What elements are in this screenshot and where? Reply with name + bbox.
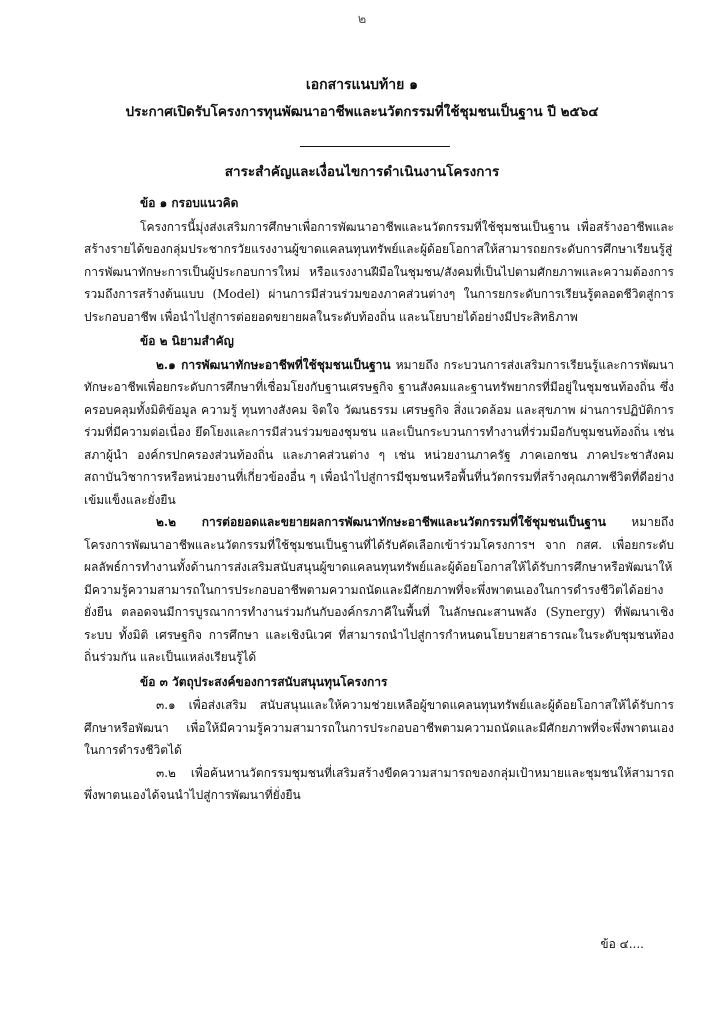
continuation-note: ข้อ ๔.... — [600, 937, 644, 951]
section-heading: สาระสำคัญและเงื่อนไขการดำเนินงานโครงการ — [224, 164, 500, 180]
document-subtitle: ประกาศเปิดรับโครงการทุนพัฒนาอาชีพและนวัตกรรมที่ใช้ชุมชนเป็นฐาน ปี ๒๕๖๔ — [125, 104, 599, 120]
clause-1-text: โครงการนี้มุ่งส่งเสริมการศึกษาเพื่อการพัฒนาอาชีพและนวัตกรรมที่ใช้ชุมชนเป็นฐาน เพื่อสร้างอาชีพและสร้างรายได้ของกลุ่มประชากรวัยแรงงานผู้ขาดแคลนทุนทรัพย์และผู้ด้อยโอกาสให้สามารถยกระดับการศึกษาเรียนรู้สู่การพัฒนาทักษะการเป็นผู้ประกอบการใหม่ หรือแรงงานฝีมือในชุมชน/สังคมที่เป็นไปตามศักยภาพและความต้องการ รวมถึงการสร้างต้นแบบ (Model) ผ่านการมีส่วนร่วมของภาคส่วนต่างๆ ในการยกระดับการเรียนรู้ตลอดชีวิตสู่การประกอบอาชีพ เพื่อนำไปสู่การต่อยอดขยายผลในระดับท้องถิ่น และนโยบายได้อย่างมีประสิทธิภาพ — [84, 219, 674, 324]
title-divider — [300, 146, 450, 147]
clause-2-title: ข้อ ๒ นิยามสำคัญ — [140, 334, 234, 348]
clause-3-title: ข้อ ๓ วัตถุประสงค์ของการสนับสนุนทุนโครงการ — [140, 674, 388, 689]
document-title: เอกสารแนบท้าย ๑ — [305, 77, 419, 93]
clause-3-item-2: ๓.๒ เพื่อค้นหานวัตกรรมชุมชนที่เสริมสร้างขีดความสามารถของกลุ่มเป้าหมายและชุมชนให้สามารถพึ่งพาตนเองได้จนนำไปสู่การพัฒนาที่ยั่งยืน — [84, 765, 674, 802]
document-body — [84, 190, 674, 807]
clause-2-item-1-lead: ๒.๑ การพัฒนาทักษะอาชีพที่ใช้ชุมชนเป็นฐาน — [156, 357, 391, 372]
clause-1-title: ข้อ ๑ กรอบแนวคิด — [140, 196, 239, 210]
clause-2-item-2-lead: ๒.๒ การต่อยอดและขยายผลการพัฒนาทักษะอาชีพและนวัตกรรมที่ใช้ชุมชนเป็นฐาน — [156, 515, 606, 529]
clause-3-item-1: ๓.๑ เพื่อส่งเสริม สนับสนุนและให้ความช่วยเหลือผู้ขาดแคลนทุนทรัพย์และผู้ด้อยโอกาสให้ได้รับการศึกษาหรือพัฒนา เพื่อให้มีความรู้ความสามารถในการประกอบอาชีพตามความถนัดและมีศักยภาพที่จะพึ่งพาตนเองในการดำรงชีวิตได้ — [84, 698, 674, 757]
clause-2-item-1 — [84, 354, 674, 512]
page-number: ๒ — [357, 12, 367, 27]
clause-2-item-2 — [84, 511, 674, 669]
clause-2-item-2-text: หมายถึง โครงการพัฒนาอาชีพและนวัตกรรมที่ใช้ชุมชนเป็นฐานที่ได้รับคัดเลือกเข้าร่วมโครงการฯ จาก กสศ. เพื่อยกระดับผลลัพธ์การทำงานทั้งด้านการส่งเสริมสนับสนุนผู้ขาดแคลนทุนทรัพย์และผู้ด้อยโอกาสให้ได้รับการศึกษาหรือพัฒนาให้มีความรู้ความสามารถในการประกอบอาชีพตามความถนัดและมีศักยภาพที่จะพึ่งพาตนเองในการดำรงชีวิตได้อย่างยั่งยืน ตลอดจนมีการบูรณาการทำงานร่วมกันกับองค์กรภาคีในพื้นที่ ในลักษณะสานพลัง (Synergy) ที่พัฒนาเชิงระบบ ทั้งมิติ เศรษฐกิจ การศึกษา และเชิงนิเวศ ที่สามารถนำไปสู่การกำหนดนโยบายสาธารณะในระดับชุมชนท้องถิ่นร่วมกัน และเป็นแหล่งเรียนรู้ได้ — [84, 515, 675, 664]
clause-2-item-1-text: หมายถึง กระบวนการส่งเสริมการเรียนรู้และการพัฒนาทักษะอาชีพเพื่อยกระดับการศึกษาที่เชื่อมโยงกับฐานเศรษฐกิจ ฐานสังคมและฐานทรัพยากรที่มีอยู่ในชุมชนท้องถิ่น ซึ่งครอบคลุมทั้งมิติข้อมูล ความรู้ ทุนทางสังคม จิตใจ วัฒนธรรม เศรษฐกิจ สิ่งแวดล้อม และสุขภาพ ผ่านการปฏิบัติการร่วมที่มีความต่อเนื่อง ยึดโยงและการมีส่วนร่วมของชุมชน และเป็นกระบวนการทำงานที่ร่วมมือกับชุมชนท้องถิ่น เช่น สภาผู้นำ องค์กรปกครองส่วนท้องถิ่น และภาคส่วนต่าง ๆ เช่น หน่วยงานภาครัฐ ภาคเอกชน ภาคประชาสังคม สถาบันวิชาการหรือหน่วยงานที่เกี่ยวข้องอื่น ๆ เพื่อนำไปสู่การมีชุมชนหรือพื้นที่นวัตกรรมที่สร้างคุณภาพชีวิตที่ดีอย่างเข้มแข็งและยั่งยืน — [84, 357, 675, 507]
